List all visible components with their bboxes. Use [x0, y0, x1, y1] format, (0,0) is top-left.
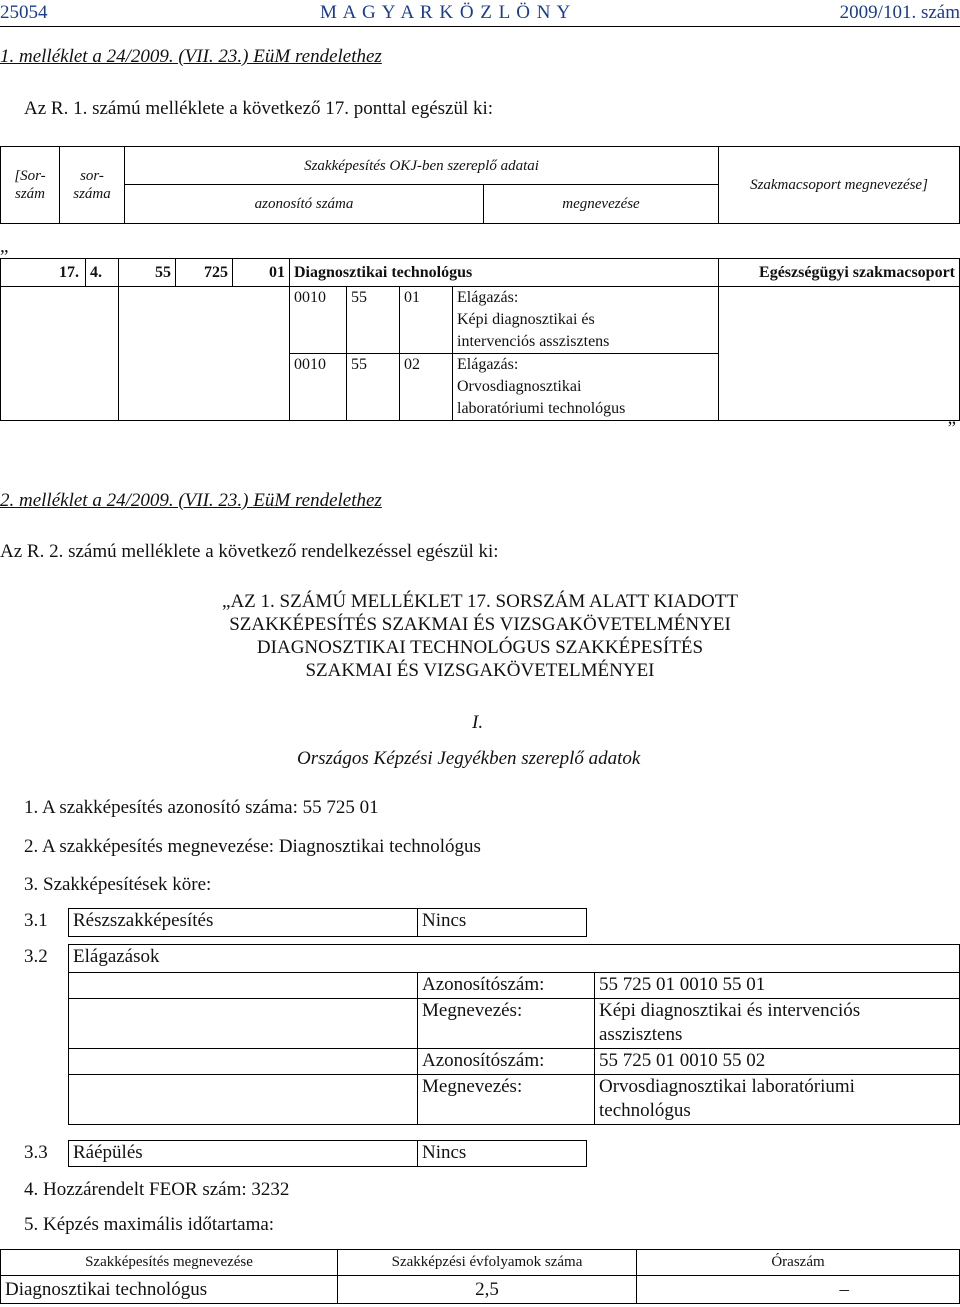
duration-cell-years: 2,5 [338, 1276, 637, 1304]
blank-cell [719, 287, 960, 421]
row-code-2: 725 [176, 259, 233, 287]
branch1-c1: 0010 [290, 287, 347, 354]
blank-cell [0, 973, 69, 999]
branch1-c2: 55 [347, 287, 400, 354]
item-1: 1. A szakképesítés azonosító száma: 55 725 01 [24, 797, 379, 818]
sub32-num: 3.2 [0, 945, 69, 973]
blank-cell [69, 1075, 418, 1125]
annex1-intro: Az R. 1. számú melléklete a következő 17. ponttal egészül ki: [24, 98, 494, 119]
duration-header-name: Szakképesítés megnevezése [1, 1250, 338, 1276]
sub31-label: Részszakképesítés [69, 909, 418, 937]
branch1-c3: 01 [400, 287, 453, 354]
subitem-3-2-table [0, 944, 960, 1125]
blank-cell [69, 973, 418, 999]
duration-table [0, 1249, 960, 1304]
branch2-c2: 55 [347, 354, 400, 421]
row-name: Diagnosztikai technológus [290, 259, 719, 287]
sub33-value: Nincs [418, 1141, 587, 1167]
branch1-key2: Megnevezés: [418, 999, 595, 1049]
branch1-val1: 55 725 01 0010 55 01 [595, 973, 960, 999]
row-code-3: 01 [233, 259, 290, 287]
branch1-text: Elágazás: Képi diagnosztikai és intervenciós asszisztens [453, 287, 719, 354]
item-3: 3. Szakképesítések köre: [24, 874, 212, 895]
item-2: 2. A szakképesítés megnevezése: Diagnosztikai technológus [24, 836, 481, 857]
col-azonosito: azonosító száma [125, 185, 484, 224]
row-alsorszam: 4. [86, 259, 119, 287]
col-alsorszam: sor- száma [60, 147, 125, 224]
section-number: I. [472, 712, 484, 733]
col-szakmacsoport: Szakmacsoport megnevezése] [719, 147, 960, 224]
page-header [0, 0, 960, 27]
blank-cell [0, 1075, 69, 1125]
col-sorszam: [Sor- szám [1, 147, 60, 224]
sub32-label: Elágazások [69, 945, 960, 973]
blank-cell [69, 1049, 418, 1075]
page-number: 25054 [0, 2, 48, 23]
duration-cell-name: Diagnosztikai technológus [1, 1276, 338, 1304]
col-okj-group: Szakképesítés OKJ-ben szereplő adatai [125, 147, 719, 185]
blank-cell [1, 287, 119, 421]
sub33-label: Ráépülés [69, 1141, 418, 1167]
annex1-header-table [0, 146, 960, 224]
branch2-val2: Orvosdiagnosztikai laboratóriumi technológus [595, 1075, 960, 1125]
row-group: Egészségügyi szakmacsoport [719, 259, 960, 287]
close-quote: ” [947, 418, 956, 439]
sub31-value: Nincs [418, 909, 587, 937]
annex2-title: 2. melléklet a 24/2009. (VII. 23.) EüM rendelethez [0, 490, 382, 511]
sub33-num: 3.3 [24, 1141, 48, 1163]
branch2-val1: 55 725 01 0010 55 02 [595, 1049, 960, 1075]
branch2-text: Elágazás: Orvosdiagnosztikai laboratóriumi technológus [453, 354, 719, 421]
row-sorszam: 17. [1, 259, 86, 287]
duration-header-years: Szakképzési évfolyamok száma [338, 1250, 637, 1276]
blank-cell [587, 909, 960, 937]
branch2-key1: Azonosítószám: [418, 1049, 595, 1075]
blank-cell [0, 999, 69, 1049]
duration-cell-hours: – [637, 1276, 960, 1304]
journal-title: M A G Y A R K Ö Z L Ö N Y [320, 2, 572, 23]
subitem-3-1-table [0, 908, 960, 937]
item-4: 4. Hozzárendelt FEOR szám: 3232 [24, 1179, 290, 1200]
duration-header-hours: Óraszám [637, 1250, 960, 1276]
annex1-title: 1. melléklet a 24/2009. (VII. 23.) EüM rendelethez [0, 46, 382, 67]
blank-cell [587, 1141, 960, 1167]
blank-cell [0, 1049, 69, 1075]
branch2-key2: Megnevezés: [418, 1075, 595, 1125]
item-5: 5. Képzés maximális időtartama: [24, 1214, 275, 1235]
annex1-data-table [0, 258, 960, 421]
issue-number: 2009/101. szám [839, 2, 960, 23]
subitem-3-3-table [0, 1140, 960, 1167]
blank-cell [119, 287, 290, 421]
annex2-heading: „AZ 1. SZÁMÚ MELLÉKLET 17. SORSZÁM ALATT KIADOTT SZAKKÉPESÍTÉS SZAKMAI ÉS VIZSGAKÖVETELMÉNYEI DIAGNOSZTIKAI TECHNOLÓGUS SZAKKÉPESÍTÉS SZAKMAI ÉS VIZSGAKÖVETELMÉNYEI [222, 591, 738, 681]
branch1-key1: Azonosítószám: [418, 973, 595, 999]
blank-cell [69, 999, 418, 1049]
row-code-1: 55 [119, 259, 176, 287]
annex2-intro: Az R. 2. számú melléklete a következő rendelkezéssel egészül ki: [0, 541, 499, 562]
branch1-val2: Képi diagnosztikai és intervenciós asszisztens [595, 999, 960, 1049]
open-quote: „ [0, 236, 9, 257]
sub31-num: 3.1 [24, 909, 48, 931]
branch2-c1: 0010 [290, 354, 347, 421]
branch2-c3: 02 [400, 354, 453, 421]
section-title: Országos Képzési Jegyékben szereplő adatok [297, 748, 641, 769]
col-megnevezes: megnevezése [484, 185, 719, 224]
